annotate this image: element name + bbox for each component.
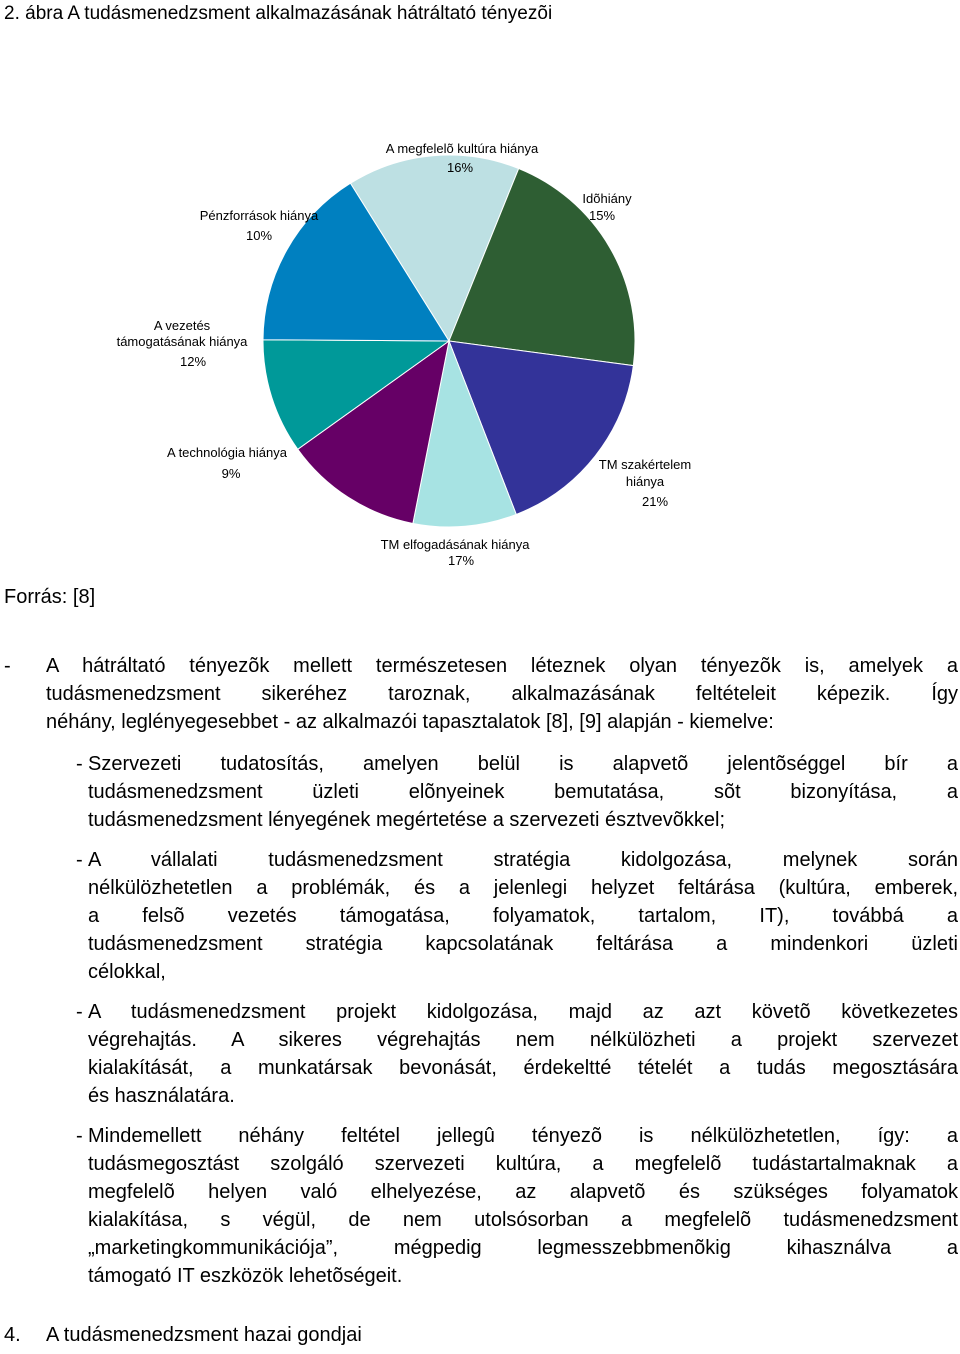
item-dash: - (76, 1125, 83, 1147)
label-accept: TM elfogadásának hiánya (380, 537, 530, 552)
item-line: tudásmenedzsment lényegének megértetése a szervezeti észtvevõkkel; (88, 809, 726, 831)
pct-leader: 12% (179, 354, 207, 369)
list-item (88, 750, 958, 834)
list-item (88, 998, 958, 1110)
list-item (88, 846, 958, 986)
item-line: és használatára. (88, 1085, 235, 1107)
intro-dash: - (4, 655, 11, 677)
section-title: A tudásmenedzsment hazai gondjai (46, 1324, 362, 1346)
item-line: megfelelõ helyen való elhelyezése, az alapvetõ és szükséges folyamatok (88, 1181, 958, 1203)
label-culture: A megfelelõ kultúra hiánya (385, 141, 539, 156)
pct-expert: 21% (641, 494, 669, 509)
section-heading (4, 1324, 362, 1347)
item-line: kialakítása, s végül, de nem utolsósorban a megfelelõ tudásmenedzsment (88, 1209, 958, 1231)
item-dash: - (76, 753, 83, 775)
item-line: tudásmegosztást szolgáló szervezeti kultúra, a megfelelõ tudástartalmaknak a (88, 1153, 958, 1175)
item-line: Mindemellett néhány feltétel jellegû tényezõ is nélkülözhetetlen, így: a (88, 1125, 958, 1147)
label-expert-2: hiánya (625, 474, 665, 489)
label-tech: A technológia hiánya (167, 445, 287, 460)
pct-culture: 16% (446, 160, 474, 175)
pct-time: 15% (588, 208, 616, 223)
item-line: támogató IT eszközök lehetõségeit. (88, 1265, 403, 1287)
item-line: Szervezeti tudatosítás, amelyen belül is alapvetõ jelentõséggel bír a (88, 753, 958, 775)
figure-caption: 2. ábra A tudásmenedzsment alkalmazásának hátráltató tényezõi (4, 3, 553, 24)
item-line: tudásmenedzsment stratégia kapcsolatának feltárása a mindenkori üzleti (88, 933, 958, 955)
intro-line: tudásmenedzsment sikeréhez taroznak, alkalmazásának feltételeit képezik. Így (46, 683, 958, 705)
list-item (88, 1122, 958, 1290)
item-line: kialakítását, a munkatársak bevonását, érdekeltté tételét a tudás megosztására (88, 1057, 958, 1079)
label-leader-2: támogatásának hiánya (116, 334, 248, 349)
pct-accept: 17% (447, 553, 475, 568)
label-money: Pénzforrások hiánya (199, 208, 319, 223)
item-line: célokkal, (88, 961, 166, 983)
intro-line: A hátráltató tényezõk mellett természetesen léteznek olyan tényezõk is, amelyek a (46, 655, 958, 677)
item-line: „marketingkommunikációja”, mégpedig legmesszebbmenõkig kihasználva a (88, 1237, 958, 1259)
pie-slices (263, 155, 635, 527)
section-number: 4. (4, 1324, 21, 1346)
item-line: A tudásmenedzsment projekt kidolgozása, majd az azt követõ következetes (88, 1001, 958, 1023)
intro-line: néhány, leglényegesebbet - az alkalmazói tapasztalatok [8], [9] alapján - kiemelve: (46, 711, 774, 733)
label-time: Idõhiány (582, 191, 632, 206)
item-line: a felsõ vezetés támogatása, folyamatok, tartalom, IT), továbbá a (88, 905, 958, 927)
label-expert-1: TM szakértelem (598, 457, 692, 472)
item-line: nélkülözhetetlen a problémák, és a jelenlegi helyzet feltárása (kultúra, emberek, (88, 877, 958, 899)
item-line: A vállalati tudásmenedzsment stratégia kidolgozása, melynek során (88, 849, 958, 871)
item-dash: - (76, 849, 83, 871)
item-line: végrehajtás. A sikeres végrehajtás nem nélkülözheti a projekt szervezet (88, 1029, 958, 1051)
pct-tech: 9% (221, 466, 241, 481)
pct-money: 10% (245, 228, 273, 243)
intro-paragraph (46, 652, 958, 736)
item-dash: - (76, 1001, 83, 1023)
source-note: Forrás: [8] (4, 586, 96, 608)
label-leader-1: A vezetés (153, 318, 211, 333)
pie-chart (0, 0, 960, 600)
item-line: tudásmenedzsment üzleti elõnyeinek bemutatása, sõt bizonyítása, a (88, 781, 958, 803)
